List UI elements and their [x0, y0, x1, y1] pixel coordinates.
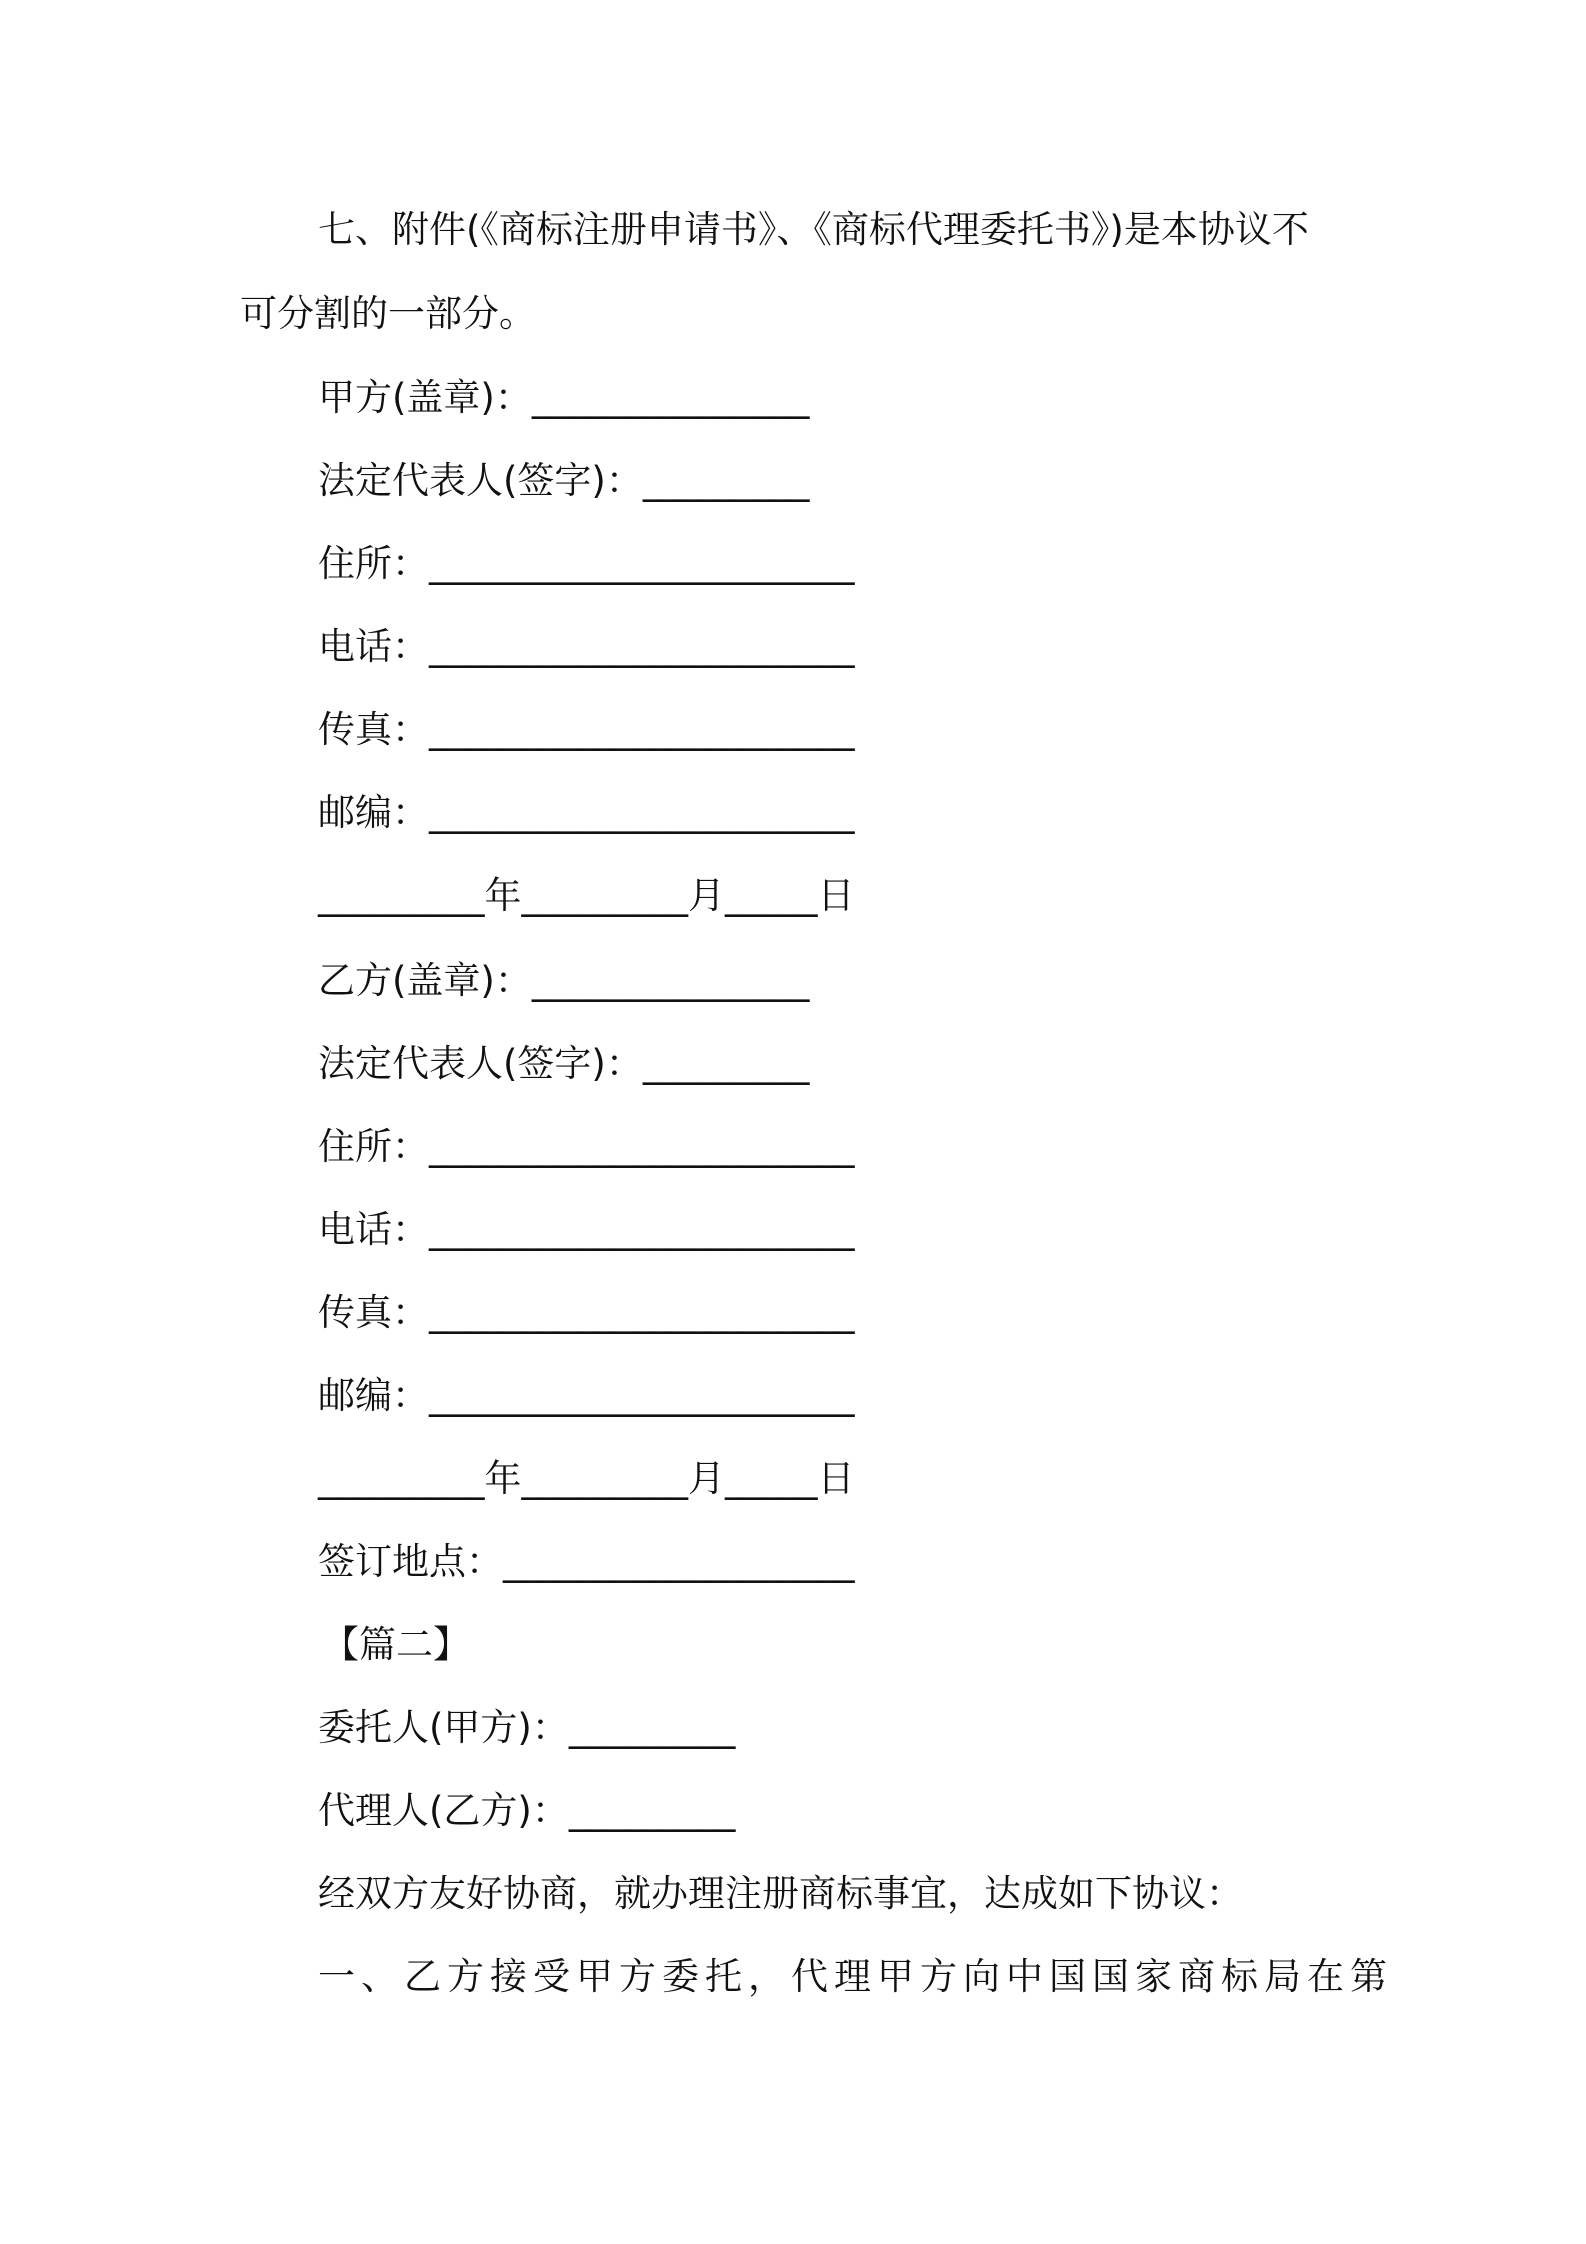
- clause-7-line-2: 可分割的一部分。: [240, 292, 536, 335]
- party-a-date-field: _________年_________月_____日: [318, 874, 855, 917]
- section-heading: 【篇二】: [322, 1623, 470, 1666]
- agreement-intro: 经双方友好协商，就办理注册商标事宜，达成如下协议：: [318, 1872, 1243, 1915]
- party-b-postcode-field: 邮编：_______________________: [318, 1374, 855, 1417]
- party-b-address-field: 住所：_______________________: [318, 1125, 855, 1168]
- party-a-phone-field: 电话：_______________________: [318, 625, 855, 668]
- party-b-representative-field: 法定代表人(签字)：_________: [318, 1042, 810, 1085]
- party-b-seal-field: 乙方(盖章)：_______________: [318, 959, 810, 1002]
- agent-field: 代理人(乙方)：_________: [318, 1789, 736, 1832]
- party-b-date-field: _________年_________月_____日: [318, 1457, 855, 1500]
- party-a-representative-field: 法定代表人(签字)：_________: [318, 459, 810, 502]
- clause-1-line-1: 一、乙方接受甲方委托，代理甲方向中国国家商标局在第: [318, 1955, 1393, 1998]
- clause-7-line-1: 七、附件(《商标注册申请书》、《商标代理委托书》)是本协议不: [318, 208, 1309, 251]
- party-a-address-field: 住所：_______________________: [318, 542, 855, 585]
- party-a-fax-field: 传真：_______________________: [318, 708, 855, 751]
- signing-place-field: 签订地点：___________________: [318, 1540, 855, 1583]
- party-a-postcode-field: 邮编：_______________________: [318, 791, 855, 834]
- principal-field: 委托人(甲方)：_________: [318, 1706, 736, 1749]
- party-b-fax-field: 传真：_______________________: [318, 1291, 855, 1334]
- party-b-phone-field: 电话：_______________________: [318, 1208, 855, 1251]
- party-a-seal-field: 甲方(盖章)：_______________: [318, 376, 810, 419]
